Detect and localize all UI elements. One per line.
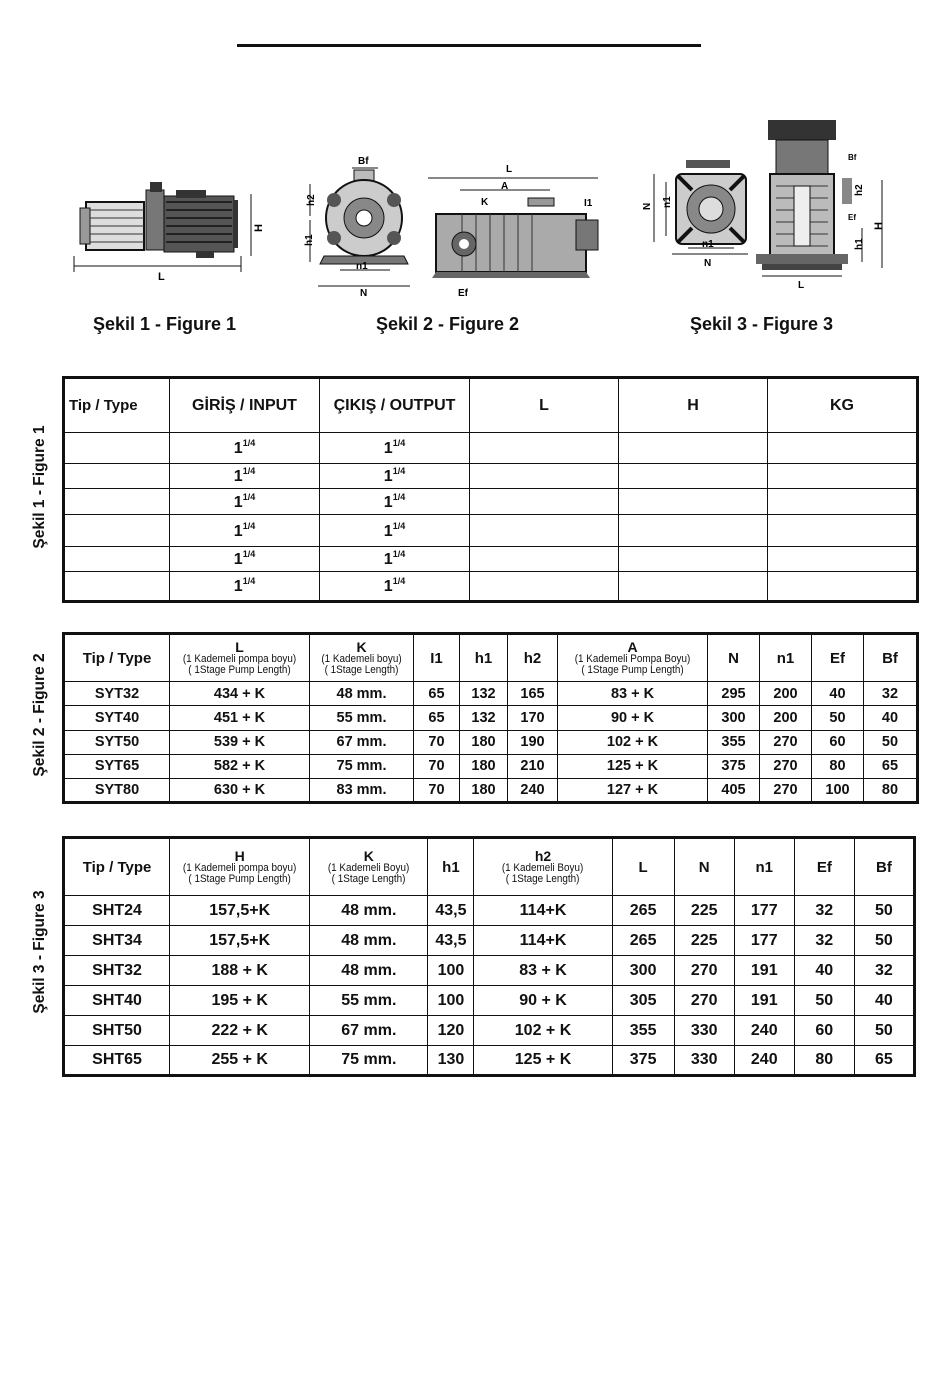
table-figure-2 [62,632,919,804]
fig3-label-Nb: N [704,258,712,269]
cell-input [170,547,320,572]
header-sub: (1 Kademeli pompa boyu) [182,652,297,665]
table-cell: 125 + K [474,1046,612,1076]
cell-empty [619,464,768,489]
cell-empty [470,433,619,464]
table-row [64,778,918,802]
table-cell: 48 mm. [310,956,428,986]
table-cell: 300 [612,956,674,986]
table-cell: 70 [414,778,460,802]
table-cell: 240 [734,1046,794,1076]
pipe-size [384,440,405,457]
table-figure-1 [62,376,919,603]
figure-2-drawing [296,150,614,300]
cell-output [320,572,470,602]
cell-empty [619,433,768,464]
table-cell: 67 mm. [310,730,414,754]
table-cell: SYT65 [64,754,170,778]
pipe-size-whole: 1 [383,551,393,568]
pipe-size-fraction: 1/4 [392,438,406,448]
pipe-size-fraction: 1/4 [242,549,256,559]
pipe-size-whole: 1 [233,522,243,540]
pipe-size-whole: 1 [233,493,243,511]
table-cell: 83 mm. [310,778,414,802]
table-figure-3 [62,836,916,1077]
table-cell: 132 [460,706,508,730]
header-sub: ( 1Stage Pump Length) [188,872,291,885]
table-row [64,682,918,706]
pipe-size [233,491,256,511]
cell-type [64,547,170,572]
table-cell: 50 [854,1016,914,1046]
table-cell: 48 mm. [310,926,428,956]
cell-empty [470,489,619,515]
table-cell: 582 + K [170,754,310,778]
pipe-size-fraction: 1/4 [242,576,256,586]
table-cell: SYT80 [64,778,170,802]
table-cell: 165 [508,682,558,706]
table-cell: 90 + K [558,706,708,730]
figure-3-caption: Şekil 3 - Figure 3 [690,314,834,334]
table-cell: 50 [854,896,914,926]
table-cell: 190 [508,730,558,754]
table-cell: 48 mm. [310,682,414,706]
table-cell: 50 [812,706,864,730]
table-cell: 75 mm. [310,754,414,778]
fig3-label-Bf: Bf [848,153,857,162]
figure-1-caption: Şekil 1 - Figure 1 [93,314,237,334]
pipe-size-fraction: 1/4 [392,491,406,502]
top-rule [237,44,701,47]
table-cell: SHT50 [64,1016,170,1046]
table3-body [64,896,915,1076]
table-cell: 180 [460,754,508,778]
table-cell: 100 [428,956,474,986]
table2-header-3: I1 [414,634,460,682]
pipe-size-fraction: 1/4 [242,520,256,531]
table2-header-8: n1 [760,634,812,682]
fig3-label-n1b: n1 [702,239,714,250]
table-cell: 102 + K [474,1016,612,1046]
table1-side-label: Şekil 1 - Figure 1 [31,425,48,549]
table-row [64,547,918,572]
table3-header-6: N [674,838,734,896]
pipe-size-whole: 1 [383,468,393,485]
table-cell: 55 mm. [310,986,428,1016]
pipe-size [384,578,405,595]
table-cell: 70 [414,754,460,778]
table3-header-5: L [612,838,674,896]
header-main: H [234,847,245,864]
table-cell: 32 [794,896,854,926]
cell-empty [619,489,768,515]
table1-header-L: L [470,378,619,433]
cell-type [64,515,170,547]
pipe-size-fraction: 1/4 [392,549,406,559]
table-cell: 191 [734,986,794,1016]
table2-header-0: Tip / Type [64,634,170,682]
pipe-size [234,551,255,568]
table-cell: 330 [674,1046,734,1076]
cell-output [320,464,470,489]
table-cell: 355 [612,1016,674,1046]
table-row [64,1046,915,1076]
header-sub: ( 1Stage Length) [331,872,406,885]
table-cell: 80 [794,1046,854,1076]
table-cell: 120 [428,1016,474,1046]
table-row [64,433,918,464]
table-cell: 40 [812,682,864,706]
table-cell: 240 [508,778,558,802]
header-main: K [363,847,374,864]
table-cell: 100 [812,778,864,802]
table-row [64,1016,915,1046]
table-row [64,896,915,926]
cell-empty [619,572,768,602]
table3-header-7: n1 [734,838,794,896]
table-cell: 177 [734,896,794,926]
table-row [64,926,915,956]
table-cell: 180 [460,730,508,754]
table-cell: 125 + K [558,754,708,778]
table-cell: 195 + K [170,986,310,1016]
fig1-label-H: H [253,224,265,232]
table-cell: SHT40 [64,986,170,1016]
table-cell: 32 [854,956,914,986]
table-row [64,706,918,730]
cell-empty [619,547,768,572]
fig3-label-h2: h2 [854,184,865,196]
table-cell: 434 + K [170,682,310,706]
table1-header-type: Tip / Type [64,378,170,433]
table-cell: 40 [864,706,918,730]
table-cell: 100 [428,986,474,1016]
table-cell: 375 [612,1046,674,1076]
pipe-size-whole: 1 [233,440,243,457]
table-cell: 48 mm. [310,896,428,926]
table-cell: 43,5 [428,926,474,956]
fig2-label-K: K [481,197,489,208]
figure-1-drawing [66,180,266,290]
table2-header-7: N [708,634,760,682]
cell-empty [470,572,619,602]
fig2-label-Bf: Bf [358,156,369,167]
pipe-size-fraction: 1/4 [392,576,406,586]
table-cell: 40 [854,986,914,1016]
pipe-size-whole: 1 [233,578,243,595]
table-row [64,464,918,489]
table-cell: 50 [794,986,854,1016]
table-cell: SHT32 [64,956,170,986]
fig3-label-H: H [873,222,885,230]
header-main: K [356,638,367,655]
pipe-size [234,468,255,485]
pipe-size-fraction: 1/4 [392,520,406,531]
table-cell: 180 [460,778,508,802]
fig2-label-N: N [360,288,368,299]
table1-header-row [64,378,918,433]
figure-2-caption: Şekil 2 - Figure 2 [376,314,520,334]
table-cell: 177 [734,926,794,956]
table-cell: 200 [760,682,812,706]
table-row [64,754,918,778]
table-cell: 451 + K [170,706,310,730]
cell-type [64,489,170,515]
fig2-label-h2: h2 [306,194,317,206]
table-cell: 355 [708,730,760,754]
table-cell: 32 [864,682,918,706]
cell-empty [768,572,918,602]
table2-side-label: Şekil 2 - Figure 2 [31,653,48,777]
table-cell: 210 [508,754,558,778]
table-row [64,489,918,515]
cell-output [320,515,470,547]
table-cell: 157,5+K [170,926,310,956]
cell-empty [768,433,918,464]
pipe-size-fraction: 1/4 [242,438,256,448]
table3-header-4 [474,838,612,896]
table-cell: 60 [794,1016,854,1046]
pipe-size [384,551,405,568]
table-cell: 157,5+K [170,896,310,926]
table-cell: 114+K [474,896,612,926]
table-cell: 65 [854,1046,914,1076]
table3-header-8: Ef [794,838,854,896]
table-cell: 405 [708,778,760,802]
table-cell: 240 [734,1016,794,1046]
cell-input [170,515,320,547]
table-row [64,730,918,754]
table-cell: SHT65 [64,1046,170,1076]
table-cell: 32 [794,926,854,956]
table-cell: SYT50 [64,730,170,754]
table-cell: 330 [674,1016,734,1046]
header-sub: ( 1Stage Pump Length) [581,663,684,676]
table-cell: 170 [508,706,558,730]
table-cell: 70 [414,730,460,754]
fig2-label-I1: I1 [584,198,593,209]
table2-header-1 [170,634,310,682]
header-main: h2 [534,847,552,864]
table-cell: 67 mm. [310,1016,428,1046]
fig3-label-Ef: Ef [848,213,856,222]
table1-header-output: ÇIKIŞ / OUTPUT [320,378,470,433]
table-cell: 225 [674,896,734,926]
pipe-size-whole: 1 [383,493,393,511]
table-cell: 300 [708,706,760,730]
table-cell: 375 [708,754,760,778]
cell-input [170,433,320,464]
header-main: L [235,638,244,655]
table-cell: 55 mm. [310,706,414,730]
table3-header-9: Bf [854,838,914,896]
pipe-size [234,578,255,595]
cell-type [64,572,170,602]
cell-output [320,433,470,464]
table-cell: 270 [674,986,734,1016]
table-row [64,986,915,1016]
table-cell: 191 [734,956,794,986]
fig3-label-h1: h1 [854,238,865,250]
cell-empty [768,464,918,489]
figure-3-drawing [636,116,892,296]
header-sub: ( 1Stage Length) [324,663,399,676]
fig3-label-N: N [642,202,653,210]
table2-header-2 [310,634,414,682]
cell-empty [470,464,619,489]
table2-header-4: h1 [460,634,508,682]
table2-header-10: Bf [864,634,918,682]
pipe-size [234,440,255,457]
table-cell: SHT34 [64,926,170,956]
table2-header-9: Ef [812,634,864,682]
fig2-label-Ef: Ef [458,288,468,299]
cell-empty [470,515,619,547]
header-main: A [627,638,638,655]
table-cell: SHT24 [64,896,170,926]
table-cell: 305 [612,986,674,1016]
cell-output [320,547,470,572]
pipe-size [233,520,256,540]
table-cell: 225 [674,926,734,956]
table-cell: 127 + K [558,778,708,802]
table-cell: 65 [864,754,918,778]
table-cell: 80 [864,778,918,802]
header-sub: ( 1Stage Length) [506,872,580,885]
table1-header-H: H [619,378,768,433]
table3-header-3: h1 [428,838,474,896]
table-cell: 188 + K [170,956,310,986]
table-cell: 265 [612,896,674,926]
table-cell: 65 [414,706,460,730]
cell-type [64,464,170,489]
cell-input [170,572,320,602]
table-cell: 200 [760,706,812,730]
table3-header-0: Tip / Type [64,838,170,896]
table-cell: SYT40 [64,706,170,730]
fig3-label-n1: n1 [662,196,673,208]
table-cell: 50 [854,926,914,956]
table-cell: 630 + K [170,778,310,802]
header-sub: (1 Kademeli boyu) [321,652,402,665]
table-cell: 114+K [474,926,612,956]
table3-header-1 [170,838,310,896]
fig2-label-h1: h1 [304,234,315,246]
cell-empty [768,547,918,572]
table-cell: 132 [460,682,508,706]
table1-body [64,433,918,602]
table-cell: SYT32 [64,682,170,706]
cell-input [170,464,320,489]
pipe-size-fraction: 1/4 [392,466,406,476]
table1-header-KG: KG [768,378,918,433]
table-cell: 90 + K [474,986,612,1016]
fig1-label-L: L [158,271,165,283]
pipe-size-whole: 1 [383,440,393,457]
cell-empty [619,515,768,547]
table-cell: 50 [864,730,918,754]
table3-header-row [64,838,915,896]
table-cell: 40 [794,956,854,986]
fig3-label-L: L [798,280,805,291]
table-cell: 539 + K [170,730,310,754]
cell-empty [768,515,918,547]
table-cell: 270 [760,730,812,754]
table3-side-label: Şekil 3 - Figure 3 [31,890,48,1014]
pipe-size-whole: 1 [383,578,393,595]
pipe-size [383,520,406,540]
table-cell: 130 [428,1046,474,1076]
header-sub: (1 Kademeli Boyu) [502,861,584,874]
table-row [64,572,918,602]
table2-body [64,682,918,803]
table-cell: 83 + K [474,956,612,986]
table2-header-5: h2 [508,634,558,682]
table-cell: 270 [674,956,734,986]
pipe-size-whole: 1 [383,522,393,540]
table-cell: 295 [708,682,760,706]
table1-header-input: GİRİŞ / INPUT [170,378,320,433]
pipe-size [383,491,406,511]
table-row [64,956,915,986]
header-sub: ( 1Stage Pump Length) [188,663,291,676]
fig2-label-L: L [506,164,513,175]
table-cell: 270 [760,754,812,778]
pipe-size-whole: 1 [233,468,243,485]
table-cell: 255 + K [170,1046,310,1076]
header-sub: (1 Kademeli Pompa Boyu) [574,652,691,665]
cell-empty [470,547,619,572]
cell-empty [768,489,918,515]
table3-header-2 [310,838,428,896]
table-row [64,515,918,547]
cell-input [170,489,320,515]
cell-output [320,489,470,515]
pipe-size-whole: 1 [233,551,243,568]
fig2-label-A: A [501,181,509,192]
table-cell: 65 [414,682,460,706]
table-cell: 60 [812,730,864,754]
header-sub: (1 Kademeli Boyu) [328,861,410,874]
pipe-size [384,468,405,485]
table-cell: 265 [612,926,674,956]
fig2-label-n1: n1 [356,261,368,272]
table-cell: 222 + K [170,1016,310,1046]
table-cell: 270 [760,778,812,802]
table-cell: 83 + K [558,682,708,706]
table2-header-row [64,634,918,682]
table-cell: 80 [812,754,864,778]
pipe-size-fraction: 1/4 [242,466,256,476]
cell-type [64,433,170,464]
table2-header-6 [558,634,708,682]
table-cell: 43,5 [428,896,474,926]
table-cell: 102 + K [558,730,708,754]
pipe-size-fraction: 1/4 [242,491,256,502]
header-sub: (1 Kademeli pompa boyu) [183,861,297,874]
table-cell: 75 mm. [310,1046,428,1076]
